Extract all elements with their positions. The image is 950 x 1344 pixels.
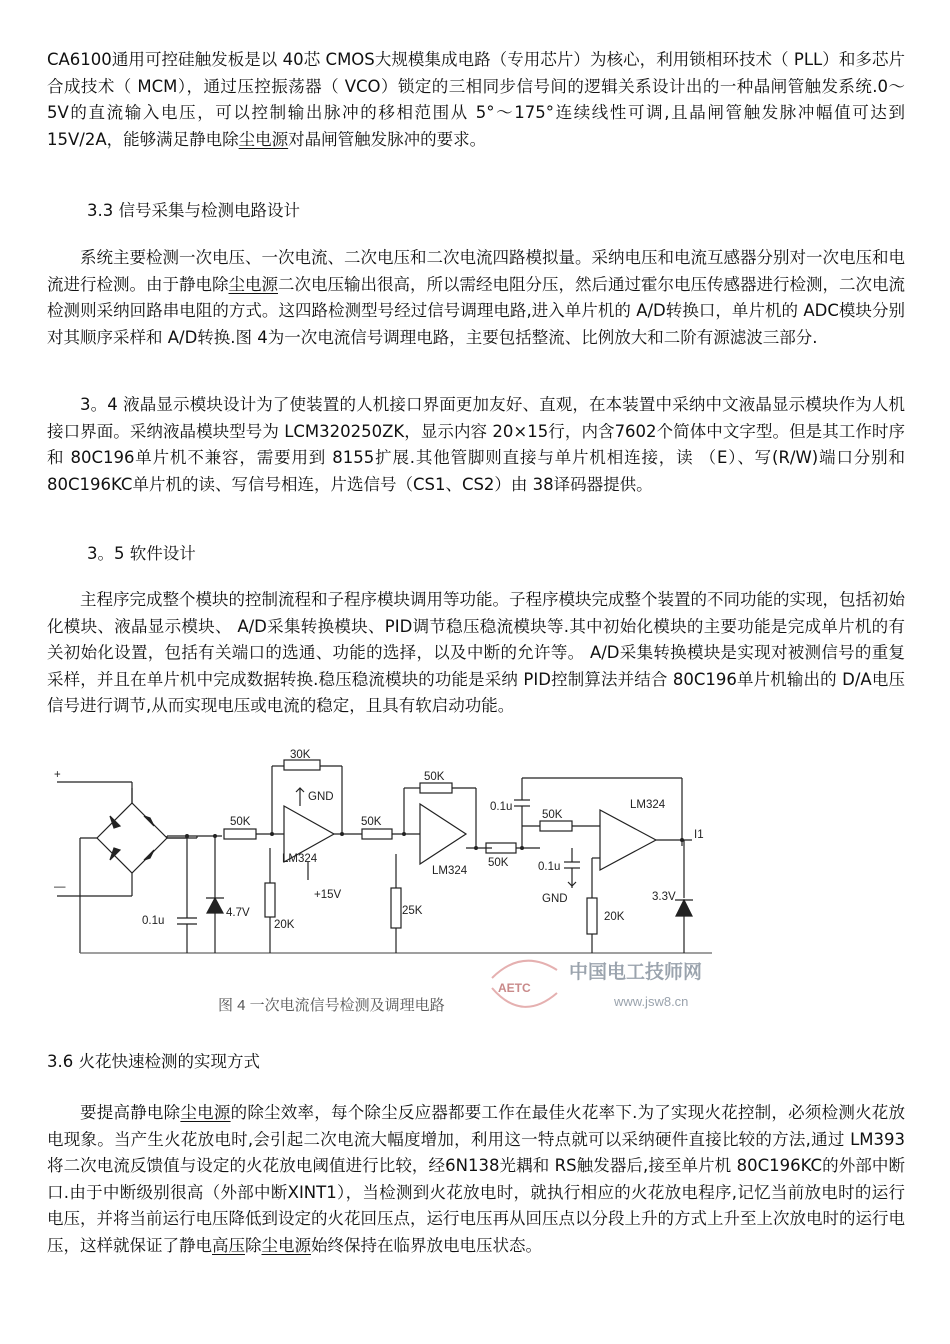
paragraph-software: 主程序完成整个模块的控制流程和子程序模块调用等功能。子程序模块完成整个装置的不同功能的实现，包括初始化模块、液晶显示模块、 A/D采集转换模块、PID调节稳压稳流模块等.其中初始化模块的主要功能是完成单片机的有关初始化设置，包括有关端口的选通、功能的选择，以及中断的允许等。 A/D采集转换模块是实现对被测信号的重复采样，并且在单片机中完成数据转换.稳压稳流模块的功能是采纳 PID控制算法并结合 80C196单片机输出的 D/A电压信号进行调节,从而实现电压或电流的稳定，且具有软启动功能。 (47, 590, 905, 715)
label-50k-a: 50K (230, 816, 251, 828)
link-dust-power[interactable]: 尘电源 (228, 274, 278, 294)
paragraph-text: 二次电压输出很高，所以需经电阻分压，然后通过霍尔电压传感器进行检测，二次电流检测则采纳回路串电阻的方式。这四路检测型号经过信号调理电路,进入单片机的 A/D转换口，单片机的 ADC模块分别对其顺序采样和 A/D转换.图 4为一次电流信号调理电路，主要包括整流、比例放大和二阶有源滤波三部分. (47, 274, 905, 347)
label-cap-in: 0.1u (142, 915, 165, 927)
paragraph-text: 系统主要检测一次电压、一次电流、二次电压和二次电流四路模拟量。采纳电压和电流互感器分别对一次电压和电流进行检测。由于静电除 (47, 248, 905, 294)
label-20k-b: 20K (604, 911, 625, 923)
opamp-3 (600, 810, 656, 870)
label-50k-c: 50K (488, 857, 509, 869)
heading-3-5: 3。5 软件设计 (87, 544, 196, 563)
paragraph-text: 要提高静电除 (80, 1103, 181, 1122)
label-20k-a: 20K (274, 919, 295, 931)
label-cap-a: 0.1u (490, 801, 513, 813)
resistor-20k-b (587, 898, 597, 934)
label-gnd2: GND (542, 893, 568, 905)
label-plus: + (54, 769, 61, 781)
label-opamp1: LM324 (282, 853, 318, 865)
label-50k-d: 50K (542, 809, 563, 821)
label-zener-47: 4.7V (226, 907, 250, 919)
paragraph-ca6100 (47, 47, 905, 153)
label-25k: 25K (402, 905, 423, 917)
bridge-rectifier (97, 803, 167, 873)
paragraph-text: 除 (245, 1235, 262, 1255)
link-dust-power[interactable]: 尘电源 (238, 129, 289, 149)
paragraph-text: 的除尘效率，每个除尘反应器都要工作在最佳火花率下.为了实现火花控制，必须检测火花放电现象。当产生火花放电时,会引起二次电流大幅度增加，利用这一特点就可以采纳硬件直接比较的方法,通过 LM393将二次电流反馈值与设定的火花放电阈值进行比较，经6N138光耦和 RS触发器后,接至单片机 80C196KC的外部中断口.由于中断级别很高（外部中断XINT1），当检测到火花放电时，就执行相应的火花放电程序,记忆当前放电时的运行电压，并将当前运行电压降低到设定的火花回压点，运行电压再从回压点以分段上升的方式上升至上次放电时的运行电压，这样就保证了静电 (47, 1103, 906, 1255)
paragraph-lcd-module: 3。4 液晶显示模块设计为了使装置的人机接口界面更加友好、直观，在本装置中采纳中文液晶显示模块作为人机接口界面。采纳液晶模块型号为 LCM320250ZK，显示内容 20×15行，内含7602个简体中文字型。但是其工作时序和 80C196单片机不兼容，需要用到 8155扩展.其他管脚则直接与单片机相连接，读 （E）、写(R/W)端口分别和 80C196KC单片机的读、写信号相连，片选信号（CS1、CS2）由 38译码器提供。 (47, 395, 905, 494)
label-opamp2: LM324 (432, 865, 468, 877)
paragraph-text: 始终保持在临界放电电压状态。 (311, 1235, 542, 1255)
heading-3-6: 3.6 火花快速检测的实现方式 (47, 1052, 260, 1071)
paragraph-text: CA6100通用可控硅触发板是以 40芯 CMOS大规模集成电路（专用芯片）为核心，利用锁相环技术（ PLL）和多芯片合成技术（ MCM），通过压控振荡器（ VCO）锁定的三相同步信号间的逻辑关系设计出的一种晶闸管触发系统.0～5V的直流输入电压，可以控制输出脉冲的移相范围从 5°～175°连续线性可调,且晶闸管触发脉冲幅值可达到 15V/2A，能够满足静电除 (47, 50, 905, 149)
link-dust-power[interactable]: 尘电源 (261, 1235, 311, 1255)
resistor-20k-a (265, 883, 275, 917)
watermark-url: www.jsw8.cn (614, 994, 689, 1009)
figure-caption: 图 4 一次电流信号检测及调理电路 (218, 997, 445, 1014)
resistor-30k (284, 760, 320, 770)
label-cap-b: 0.1u (538, 861, 561, 873)
resistor-50k-d (540, 821, 572, 831)
paragraph-spark-detection (47, 1100, 905, 1259)
label-30k: 30K (290, 749, 311, 761)
resistor-50k-fb (420, 783, 452, 793)
opamp-2 (420, 804, 466, 864)
resistor-50k-a (224, 829, 256, 839)
resistor-25k (391, 888, 401, 928)
label-vcc: +15V (314, 889, 342, 901)
label-minus: — (54, 881, 66, 893)
circuit-diagram (52, 748, 732, 1036)
label-50k-fb: 50K (424, 771, 445, 783)
label-opamp3: LM324 (630, 799, 666, 811)
label-gnd1: GND (308, 791, 334, 803)
watermark-logo: AETC (498, 981, 531, 995)
label-out: I1 (694, 829, 704, 841)
link-dust-power[interactable]: 尘电源 (180, 1103, 231, 1122)
watermark-cn: 中国电工技师网 (569, 962, 703, 983)
resistor-50k-b (362, 829, 392, 839)
link-high-voltage[interactable]: 高压 (212, 1235, 245, 1255)
label-zener-33: 3.3V (652, 891, 676, 903)
label-50k-b: 50K (361, 816, 382, 828)
paragraph-text: 对晶闸管触发脉冲的要求。 (288, 129, 487, 149)
paragraph-signal-detection (47, 245, 905, 351)
heading-3-3: 3.3 信号采集与检测电路设计 (87, 201, 300, 220)
figure-4-circuit (52, 748, 732, 1036)
